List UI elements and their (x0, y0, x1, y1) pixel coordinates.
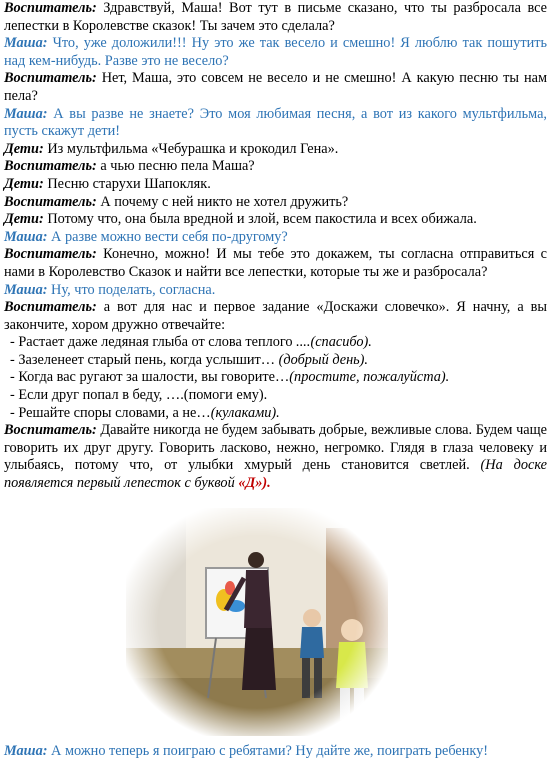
dialogue-line (4, 282, 547, 300)
dialogue-line (4, 0, 547, 35)
dialogue-line (4, 106, 547, 141)
dialogue-line (4, 211, 547, 229)
classroom-photo (126, 508, 388, 736)
riddle-text: - Когда вас ругают за шалости, вы говорите… (10, 369, 290, 386)
closing-paragraph (4, 422, 547, 492)
riddle-text: - Растает даже ледяная глыба от слова теплого (10, 334, 297, 351)
line-text: А можно теперь я поиграю с ребятами? Ну дайте же, поиграть ребенку! (47, 743, 489, 759)
classroom-photo-illustration (126, 508, 388, 736)
closing-note: (На доске появляется первый лепесток с буквой (4, 457, 547, 492)
dialogue-lines (4, 0, 547, 334)
last-line (4, 743, 547, 761)
riddle-answer: ....(спасибо). (296, 334, 372, 351)
line-text: А вы разве не знаете? Это моя любимая песня, а вот из какого мультфильма, пусть скажут дети! (4, 105, 547, 140)
dialogue-line (4, 299, 547, 334)
line-text: Что, уже доложили!!! Ну это же так весело и смешно! Я люблю так пошутить над кем-нибудь. Разве это не весело? (4, 35, 547, 69)
dialogue-line (4, 141, 547, 159)
speaker-label: Дети: (4, 211, 44, 228)
speaker-label: Воспитатель: (4, 70, 97, 87)
line-text: Ну, что поделать, согласна. (47, 281, 216, 298)
speaker-label: Воспитатель: (4, 193, 97, 210)
speaker-label: Воспитатель: (4, 299, 97, 316)
speaker-label: Дети: (4, 175, 44, 192)
line-text: А почему с ней никто не хотел дружить? (96, 193, 349, 210)
dialogue-text (4, 0, 547, 493)
line-text: Конечно, можно! И мы тебе это докажем, ты согласна отправиться с нами в Королевство Сказок и найти все лепестки, которые ты же и разбросала? (4, 246, 547, 280)
riddle-answer: (добрый день). (278, 351, 369, 368)
riddle-text: - Решайте споры словами, а не… (10, 404, 211, 421)
line-text: Из мультфильма «Чебурашка и крокодил Гена». (43, 140, 339, 157)
dialogue-line (4, 70, 547, 105)
riddle-item (4, 387, 547, 405)
riddle-item (4, 405, 547, 423)
speaker-label: Маша: (4, 228, 48, 245)
riddle-text: - Зазеленеет старый пень, когда услышит… (10, 351, 279, 368)
dialogue-line (4, 229, 547, 247)
dialogue-line (4, 35, 547, 70)
riddle-item (4, 352, 547, 370)
line-text: а чью песню пела Маша? (96, 158, 255, 175)
riddle-answer: (кулаками). (210, 404, 280, 421)
speaker-label: Дети: (4, 140, 44, 157)
riddle-text: - Если друг попал в беду, ….(помоги ему). (10, 387, 268, 404)
line-text: Нет, Маша, это совсем не весело и не смешно! А какую песню ты нам пела? (4, 70, 547, 104)
dialogue-line (4, 158, 547, 176)
speaker-label: Воспитатель: (4, 246, 97, 263)
line-text: а вот для нас и первое задание «Доскажи словечко». Я начну, а вы закончите, хором дружно отвечайте: (4, 299, 547, 333)
speaker-label: Воспитатель: (4, 422, 97, 439)
riddle-item (4, 334, 547, 352)
speaker-label: Маша: (4, 743, 48, 759)
closing-letter: «Д»). (238, 475, 271, 492)
speaker-label: Маша: (4, 105, 48, 122)
dialogue-line (4, 176, 547, 194)
riddle-answer: (простите, пожалуйста). (289, 369, 450, 386)
speaker-label: Воспитатель: (4, 158, 97, 175)
line-text: Потому что, она была вредной и злой, всем пакостила и всех обижала. (43, 211, 477, 228)
line-text: А разве можно вести себя по-другому? (47, 228, 288, 245)
riddle-list (4, 334, 547, 422)
speaker-label: Маша: (4, 35, 48, 52)
dialogue-line (4, 246, 547, 281)
line-text: Здравствуй, Маша! Вот тут в письме сказано, что ты разбросала все лепестки в Королевстве сказок! Ты зачем это сделала? (4, 0, 547, 34)
closing-text: Давайте никогда не будем забывать добрые, вежливые слова. Будем чаще говорить их друг другу. Говорить ласково, нежно, негромко. Глядя в глаза человеку и улыбаясь, потому что, от улыбки хмурый день становится светлей. (4, 422, 547, 474)
dialogue-line (4, 194, 547, 212)
speaker-label: Воспитатель: (4, 0, 97, 16)
riddle-item (4, 369, 547, 387)
speaker-label: Маша: (4, 281, 48, 298)
line-text: Песню старухи Шапокляк. (43, 175, 211, 192)
